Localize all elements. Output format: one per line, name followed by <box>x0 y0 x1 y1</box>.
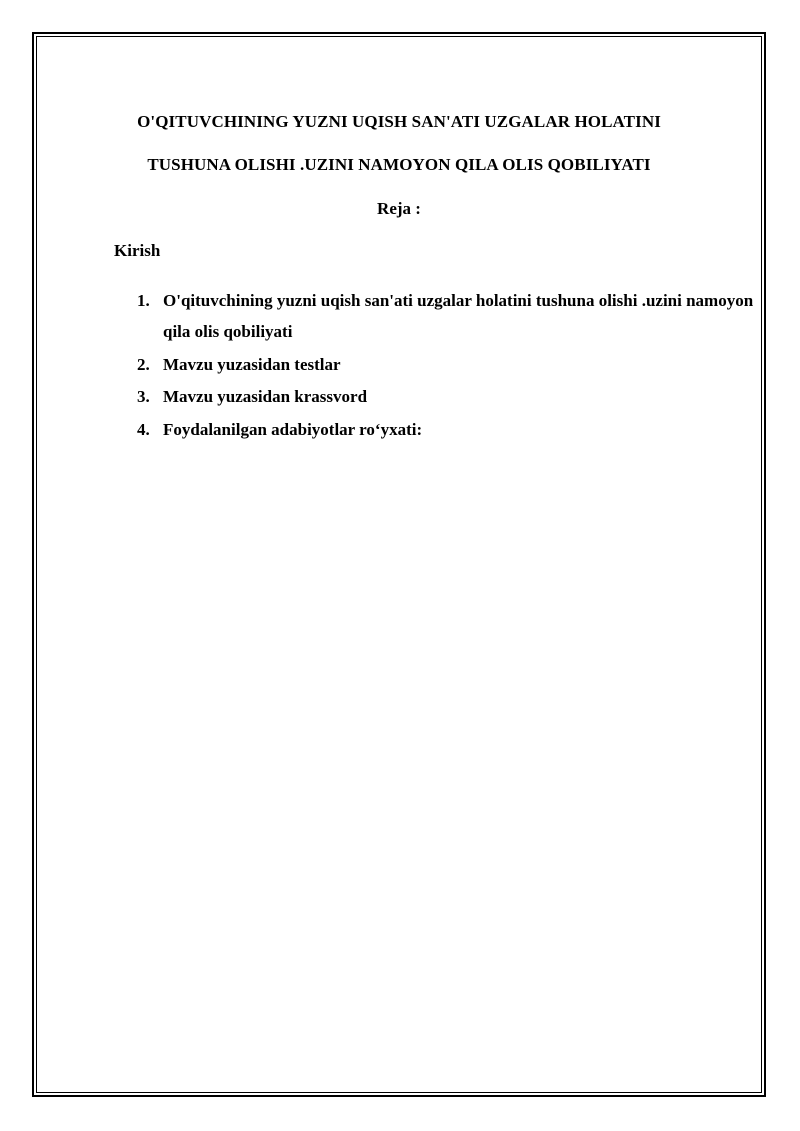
document-title-line-1: O'QITUVCHINING YUZNI UQISH SAN'ATI UZGALAR HOLATINI <box>137 112 661 131</box>
document-title-line-2: TUSHUNA OLISHI .UZINI NAMOYON QILA OLIS QOBILIYATI <box>147 155 651 174</box>
page-border-inner <box>36 36 762 1093</box>
plan-item-3 <box>114 381 754 412</box>
plan-item-text: O'qituvchining yuzni uqish san'ati uzgalar holatini tushuna olishi .uzini namoyon qila olis qobiliyati <box>163 291 754 341</box>
plan-item-number: 1. <box>137 291 150 310</box>
plan-list <box>114 285 754 446</box>
plan-item-number: 4. <box>137 419 150 439</box>
plan-item-4 <box>114 414 754 445</box>
plan-item-text: Mavzu yuzasidan krassvord <box>163 387 368 406</box>
plan-item-2 <box>114 349 754 380</box>
plan-item-1 <box>114 285 754 347</box>
plan-item-number: 3. <box>137 387 150 406</box>
plan-heading: Reja : <box>377 199 421 218</box>
plan-item-text: Mavzu yuzasidan testlar <box>163 354 341 374</box>
plan-item-text: Foydalanilgan adabiyotlar ro‘yxati: <box>163 419 423 439</box>
plan-item-number: 2. <box>137 354 150 374</box>
intro-label: Kirish <box>114 241 161 260</box>
